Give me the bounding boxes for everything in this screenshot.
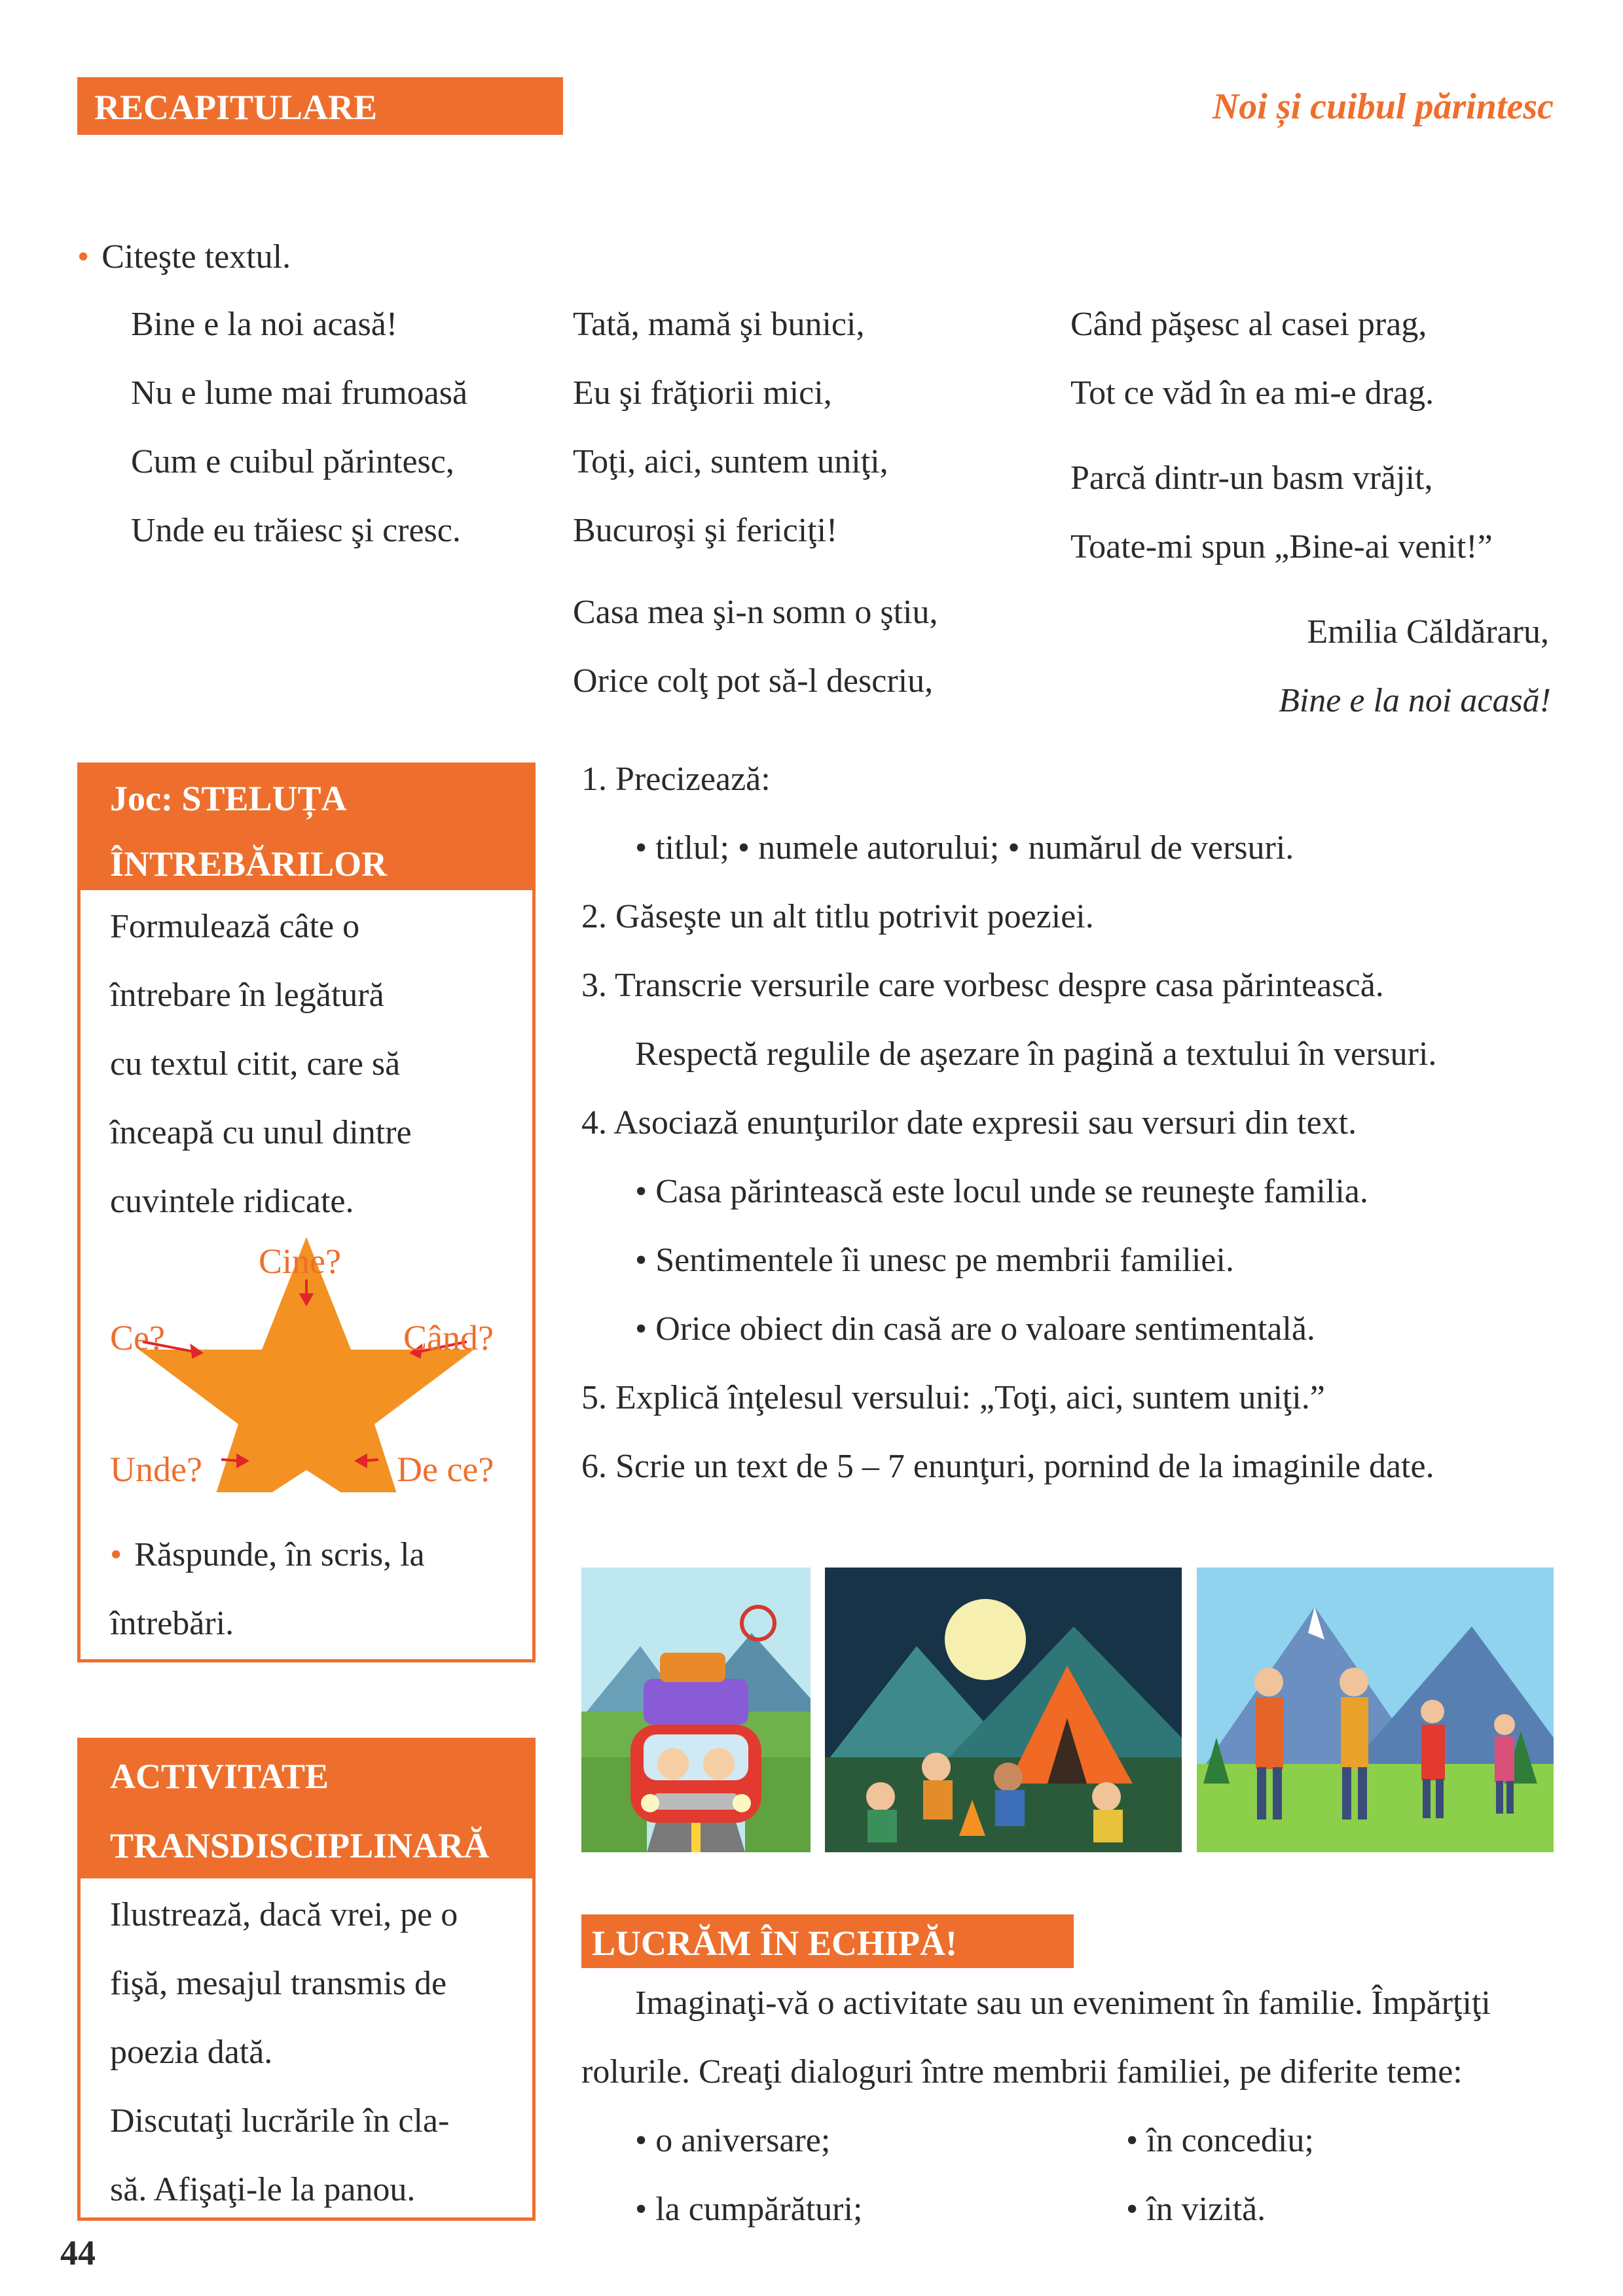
poem-verse: Tot ce văd în ea mi-e drag. <box>1070 374 1434 412</box>
instruction-bullet: • <box>77 238 90 276</box>
poem-verse: Toţi, aici, suntem uniţi, <box>573 443 888 480</box>
game-box-text: Formulează câte o <box>110 908 360 945</box>
task-line: 5. Explică înţelesul versului: „Toţi, aici, suntem uniţi.” <box>581 1379 1325 1416</box>
task-line: 2. Găseşte un alt titlu potrivit poeziei. <box>581 898 1094 935</box>
task-line: 4. Asociază enunţurilor date expresii sau versuri din text. <box>581 1104 1357 1141</box>
game-box <box>77 762 536 1662</box>
poem-verse: Unde eu trăiesc şi cresc. <box>131 512 461 549</box>
team-theme-item: • o aniversare; <box>635 2122 831 2159</box>
activity-box-text: poezia dată. <box>110 2034 273 2071</box>
game-box-header <box>81 766 532 890</box>
family-hiking-image <box>1197 1568 1554 1852</box>
team-theme-item: • la cumpărături; <box>635 2191 863 2228</box>
team-title: LUCRĂM ÎN ECHIPĂ! <box>592 1924 957 1963</box>
activity-box <box>77 1738 536 2221</box>
poem-verse: Casa mea şi-n somn o ştiu, <box>573 594 938 631</box>
task-line: • titlul; • numele autorului; • numărul de versuri. <box>635 829 1294 867</box>
game-box-title-line1: Joc: STELUȚA <box>110 779 347 818</box>
task-line: • Orice obiect din casă are o valoare sentimentală. <box>635 1310 1315 1348</box>
task-line: • Sentimentele îi unesc pe membrii familiei. <box>635 1242 1234 1279</box>
read-instruction <box>77 237 291 278</box>
activity-box-text: fişă, mesajul transmis de <box>110 1965 447 2002</box>
game-box-title-line2: ÎNTREBĂRILOR <box>110 844 388 884</box>
star-word-bottom-right: De ce? <box>397 1450 494 1489</box>
page-number: 44 <box>60 2233 96 2272</box>
game-box-text: cuvintele ridicate. <box>110 1183 354 1220</box>
activity-box-header <box>81 1741 532 1878</box>
poem-verse: Orice colţ pot să-l descriu, <box>573 662 934 700</box>
task-line: 6. Scrie un text de 5 – 7 enunţuri, pornind de la imaginile date. <box>581 1448 1434 1485</box>
poem-verse: Toate-mi spun „Bine-ai venit!” <box>1070 528 1493 565</box>
team-theme-item: • în vizită. <box>1126 2191 1266 2228</box>
instruction-text: Citeşte textul. <box>101 238 291 276</box>
activity-box-text: să. Afişaţi-le la panou. <box>110 2171 416 2208</box>
poem-verse: Parcă dintr-un basm vrăjit, <box>1070 459 1433 497</box>
poem-verse: Când păşesc al casei prag, <box>1070 306 1427 343</box>
activity-box-text: Discutaţi lucrările în cla- <box>110 2102 450 2140</box>
game-box-answer: • Răspunde, în scris, la <box>110 1536 425 1573</box>
activity-box-title-line2: TRANSDISCIPLINARĂ <box>110 1826 490 1865</box>
task-line: Respectă regulile de aşezare în pagină a textului în versuri. <box>635 1035 1437 1073</box>
star-word-right: Când? <box>403 1318 494 1357</box>
game-box-text: cu textul citit, care să <box>110 1045 401 1083</box>
team-theme-item: • în concediu; <box>1126 2122 1314 2159</box>
star-word-bottom-left: Unde? <box>110 1450 202 1489</box>
activity-box-text: Ilustrează, dacă vrei, pe o <box>110 1896 458 1933</box>
family-car-trip-image <box>581 1568 811 1852</box>
poem-verse: Eu şi frăţiorii mici, <box>573 374 832 412</box>
poem-verse: Cum e cuibul părintesc, <box>131 443 454 480</box>
night-camping-image <box>825 1568 1182 1852</box>
chapter-title: Noi și cuibul părintesc <box>1212 86 1554 127</box>
section-label: RECAPITULARE <box>94 88 378 127</box>
star-word-left: Ce? <box>110 1318 165 1357</box>
team-text-line2: rolurile. Creaţi dialoguri între membrii familiei, pe diferite teme: <box>581 2053 1463 2090</box>
activity-box-title-line1: ACTIVITATE <box>110 1757 329 1796</box>
poem-verse: Nu e lume mai frumoasă <box>131 374 468 412</box>
task-line: • Casa părintească este locul unde se reuneşte familia. <box>635 1173 1368 1210</box>
poem-verse: Tată, mamă şi bunici, <box>573 306 865 343</box>
game-box-text: întrebare în legătură <box>110 977 384 1014</box>
game-box-answer: întrebări. <box>110 1605 234 1642</box>
section-banner <box>77 77 563 135</box>
star-word-top: Cine? <box>259 1242 341 1281</box>
poem-verse: Bucuroşi şi fericiţi! <box>573 512 838 549</box>
task-line: 1. Precizează: <box>581 761 771 798</box>
team-banner <box>581 1914 1074 1968</box>
game-box-text: înceapă cu unul dintre <box>110 1114 412 1151</box>
poem-verse: Bine e la noi acasă! <box>131 306 398 343</box>
task-line: 3. Transcrie versurile care vorbesc despre casa părintească. <box>581 967 1384 1004</box>
poem-author: Emilia Căldăraru, <box>1307 613 1549 651</box>
team-text-line1: Imaginaţi-vă o activitate sau un eveniment în familie. Împărţiţi <box>635 1984 1491 2022</box>
poem-source: Bine e la noi acasă! <box>1279 682 1551 719</box>
